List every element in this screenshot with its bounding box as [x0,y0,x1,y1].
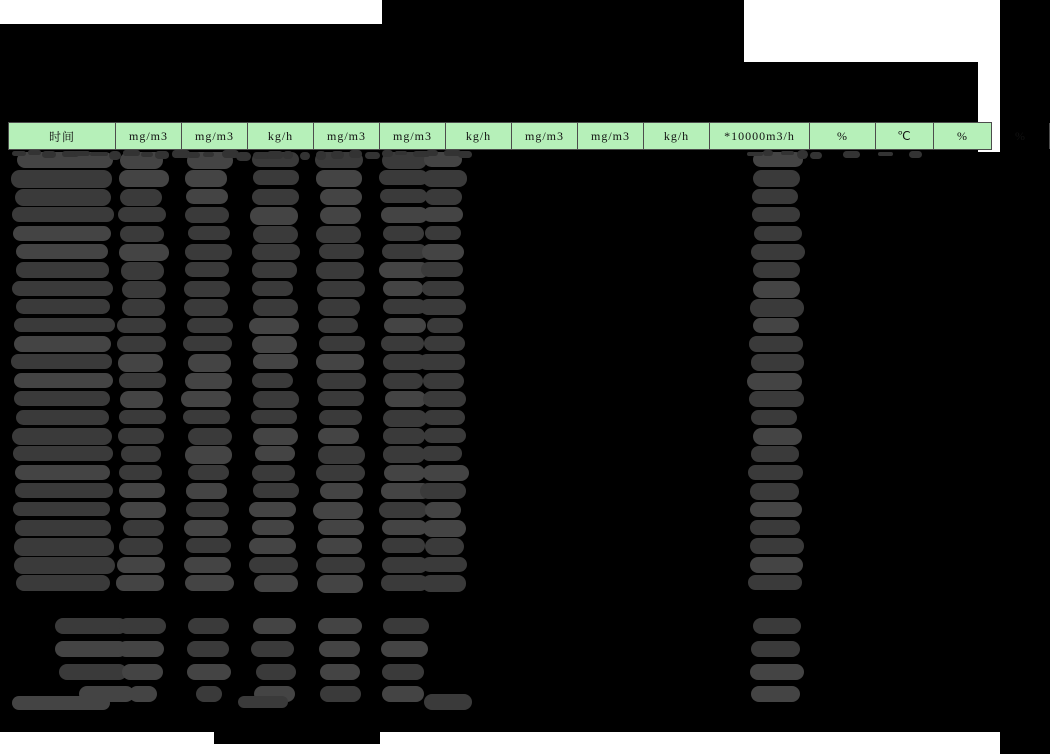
redacted-cell [12,281,113,296]
redacted-cell [185,170,226,186]
redacted-cell [283,151,293,159]
redacted-cell [319,641,359,657]
redacted-cell [185,244,232,260]
redacted-cell [185,575,234,591]
redacted-cell [253,170,299,185]
redacted-cell [750,538,804,554]
redacted-cell [383,618,428,634]
redacted-cell [423,207,464,222]
redacted-cell [425,502,461,518]
redacted-cell [183,336,231,351]
redacted-cell [252,373,292,388]
redacted-cell [317,281,365,297]
redacted-cell [186,189,228,205]
redacted-cell [318,318,358,334]
redacted-cell [420,299,466,315]
redacted-cell [15,483,113,498]
redacted-cell [16,244,108,259]
redacted-cell [810,152,822,159]
redacted-cell [55,618,127,634]
redacted-cell [754,226,801,242]
header-cell-11: % [810,123,876,149]
redacted-cell [90,152,107,157]
redacted-cell [183,410,230,425]
header-cell-6: kg/h [446,123,512,149]
redacted-cell [751,244,805,260]
header-cell-14: % [992,123,1050,149]
redacted-cell [319,410,361,426]
redacted-cell [253,618,296,634]
redacted-cell [383,410,428,427]
redacted-cell [123,150,141,155]
redacted-cell [423,465,469,481]
paper-margin-top-right [744,0,1000,62]
redacted-cell [379,502,427,519]
redacted-cell [420,483,466,499]
redacted-cell [750,299,804,316]
redacted-cell [422,575,467,591]
redacted-cell [422,244,465,260]
redacted-cell [878,152,893,156]
redacted-cell [426,150,438,156]
redacted-cell [117,318,165,333]
redacted-cell [317,373,366,389]
redacted-cell [382,150,394,157]
redacted-cell [185,262,229,277]
redacted-cell [320,664,360,680]
redacted-cell [425,226,461,241]
redacted-cell [15,465,110,481]
redacted-cell [797,150,808,159]
redacted-cell [129,686,157,702]
redacted-cell [382,244,427,259]
redacted-cell [122,664,163,680]
redacted-cell [251,410,297,425]
redacted-cell [252,262,297,277]
redacted-cell [119,244,169,261]
redacted-cell [748,465,803,480]
redacted-cell [313,502,363,519]
redacted-cell [750,483,798,500]
redacted-cell [252,189,299,205]
redacted-cell [249,318,299,335]
redacted-cell [196,686,221,702]
redacted-cell [16,262,109,277]
redacted-cell [317,575,363,592]
header-cell-1: mg/m3 [116,123,182,149]
redacted-cell [236,152,251,161]
redacted-cell [318,391,364,406]
redacted-cell [12,428,113,445]
redacted-cell [383,373,423,389]
redacted-cell [383,428,425,444]
redacted-cell [382,686,424,702]
redacted-cell [427,318,464,333]
redacted-cell [238,696,288,708]
redacted-cell [422,281,464,296]
redacted-cell [318,299,359,316]
redacted-cell [13,446,112,461]
header-cell-2: mg/m3 [182,123,248,149]
redacted-cell [15,189,111,206]
redacted-cell [385,391,426,407]
redacted-cell [751,686,800,702]
redacted-cell [118,641,164,657]
redacted-cell [316,151,326,159]
redacted-cell [753,170,800,187]
redacted-cell [424,694,472,710]
header-cell-3: kg/h [248,123,314,149]
redacted-cell [750,520,801,535]
redacted-cell [747,373,801,390]
redacted-cell [381,641,428,657]
redacted-cell [186,502,229,517]
redacted-cell [382,538,425,553]
header-cell-8: mg/m3 [578,123,644,149]
redacted-cell [252,244,300,260]
redacted-cell [751,446,799,461]
redacted-cell [423,520,466,537]
redacted-cell [384,465,425,481]
redacted-cell [155,151,169,158]
redacted-cell [318,428,359,444]
redacted-cell [255,446,295,461]
redacted-cell [253,299,298,316]
redacted-cell [422,557,467,572]
redacted-cell [379,170,428,185]
header-cell-5: mg/m3 [380,123,446,149]
header-cell-0: 时间 [8,123,116,149]
redacted-cell [749,391,804,407]
redacted-cell [119,483,165,498]
header-cell-7: mg/m3 [512,123,578,149]
redacted-cell [253,226,298,243]
redacted-cell [14,318,115,333]
redacted-cell [184,557,231,573]
redacted-cell [119,170,169,186]
redacted-cell [319,244,364,259]
redacted-cell [188,354,231,371]
redacted-cell [11,170,112,187]
header-cell-13: % [934,123,992,149]
redacted-cell [185,207,228,223]
redacted-cell [320,686,360,702]
redacted-cell [185,446,232,463]
header-cell-9: kg/h [644,123,710,149]
redacted-cell [763,150,773,156]
redacted-cell [119,538,163,554]
redacted-cell [121,262,165,279]
redacted-cell [419,354,465,370]
redacted-cell [12,696,110,710]
redacted-cell [425,538,463,555]
redacted-cell [316,262,364,279]
redacted-cell [751,410,797,425]
redacted-cell [252,465,295,481]
redacted-cell [188,428,232,445]
redacted-cell [123,520,163,536]
redacted-cell [253,391,300,408]
redacted-cell [187,664,231,680]
redacted-cell [316,354,364,370]
redacted-cell [751,641,800,657]
redacted-cell [12,151,26,157]
redacted-cell [251,641,294,657]
redacted-cell [249,557,298,573]
redacted-cell [751,354,804,370]
redacted-cell [423,391,467,407]
redacted-cell [750,664,804,680]
redacted-cell [384,318,426,334]
redacted-cell [16,410,109,426]
redacted-cell [424,428,466,443]
redacted-cell [14,538,115,555]
redacted-cell [365,152,380,159]
redacted-cell [753,281,800,298]
redacted-cell [15,520,111,536]
redacted-cell [13,226,111,241]
redacted-cell [753,428,803,445]
redacted-cell [14,336,111,352]
redacted-cell [421,262,463,277]
redacted-cell [748,575,802,590]
redacted-cell [381,336,425,351]
redacted-cell [16,575,110,591]
redacted-cell [249,538,296,554]
redacted-cell [250,207,299,224]
redacted-cell [317,538,362,554]
redacted-cell [781,151,794,155]
redacted-cell [383,299,426,314]
redacted-cell [423,373,464,389]
redacted-cell [252,336,296,353]
redacted-cell [318,520,365,535]
redacted-cell [458,151,472,158]
redacted-cell [55,641,127,657]
redacted-cell [316,465,365,481]
redacted-cell [422,446,462,461]
redacted-cell [320,189,362,205]
redacted-cell [267,151,283,158]
redacted-cell [320,483,363,499]
redacted-cell [382,664,424,680]
redacted-cell [253,483,299,498]
redacted-cell [184,520,228,536]
paper-margin-bottom-right [214,744,1000,754]
redacted-cell [254,575,298,592]
redacted-cell [117,557,166,573]
redacted-cell [186,483,227,498]
redacted-cell [320,207,360,224]
redacted-cell [14,391,110,406]
redacted-cell [59,664,127,680]
redacted-cell [120,189,161,206]
redacted-cell [184,299,227,316]
redacted-cell [383,446,425,462]
redacted-cell [316,170,363,186]
redacted-cell [753,618,801,634]
redacted-cell [380,189,427,204]
redacted-cell [16,299,110,314]
table-header-row [8,122,1026,150]
redacted-cell [383,226,425,241]
redacted-cell [349,150,362,158]
redacted-cell [187,152,200,158]
redacted-cell [119,373,166,388]
redacted-cell [11,354,112,369]
redacted-cell [316,557,364,573]
redacted-cell [119,410,166,425]
redacted-cell [117,336,165,352]
redacted-cell [187,641,229,657]
redacted-cell [424,410,465,426]
redacted-cell [186,538,231,553]
redacted-cell [119,465,162,480]
redacted-cell [121,446,162,462]
redacted-cell [74,151,90,156]
redacted-cell [753,318,799,333]
redacted-cell [843,151,860,158]
redacted-cell [122,281,166,298]
redacted-cell [118,207,167,222]
redacted-cell [752,189,798,204]
redacted-cell [318,446,365,463]
redacted-cell [749,336,803,352]
redacted-cell [188,226,230,241]
header-cell-10: *10000m3/h [710,123,810,149]
redacted-cell [120,226,164,243]
redacted-cell [187,318,234,333]
redacted-cell [188,618,229,634]
redacted-cell [253,354,298,369]
redacted-cell [119,618,166,634]
redacted-cell [383,281,423,296]
redacted-cell [425,189,462,205]
redacted-cell [331,151,344,160]
redacted-cell [184,281,230,297]
redacted-cell [423,170,467,186]
redacted-cell [424,336,465,351]
redacted-cell [28,150,41,155]
redacted-cell [381,207,428,223]
redacted-cell [253,428,298,445]
redacted-cell [181,391,231,407]
redacted-cell [14,373,113,388]
redacted-cell [188,465,229,480]
redacted-cell [319,336,365,351]
redacted-cell [141,152,153,158]
redacted-cell [249,502,296,517]
header-cell-12: ℃ [876,123,934,149]
redacted-cell [118,428,165,444]
redacted-cell [752,207,800,222]
redacted-cell [316,226,361,243]
redacted-cell [252,281,293,296]
redacted-cell [252,520,294,535]
redacted-cell [185,373,232,389]
redacted-cell [395,151,407,155]
redacted-cell [300,152,311,160]
redacted-cell [318,618,362,634]
redacted-cell [116,575,164,591]
header-cell-4: mg/m3 [314,123,380,149]
redacted-cell [118,354,163,371]
redacted-cell [382,520,427,535]
redacted-cell [120,502,166,519]
redacted-cell [750,502,802,517]
redacted-cell [750,557,803,573]
redacted-cell [120,391,163,408]
redacted-cell [14,557,115,574]
redacted-cell [203,152,214,157]
redacted-cell [747,152,763,156]
redacted-cell [909,151,922,159]
paper-margin-bottom-left [0,732,214,754]
redacted-cell [753,262,800,278]
redacted-cell [256,664,296,680]
redacted-cell [42,151,56,158]
redacted-cell [12,207,114,222]
paper-margin-top-left [0,0,382,24]
redacted-cell [122,299,165,316]
redacted-cell [13,502,109,517]
